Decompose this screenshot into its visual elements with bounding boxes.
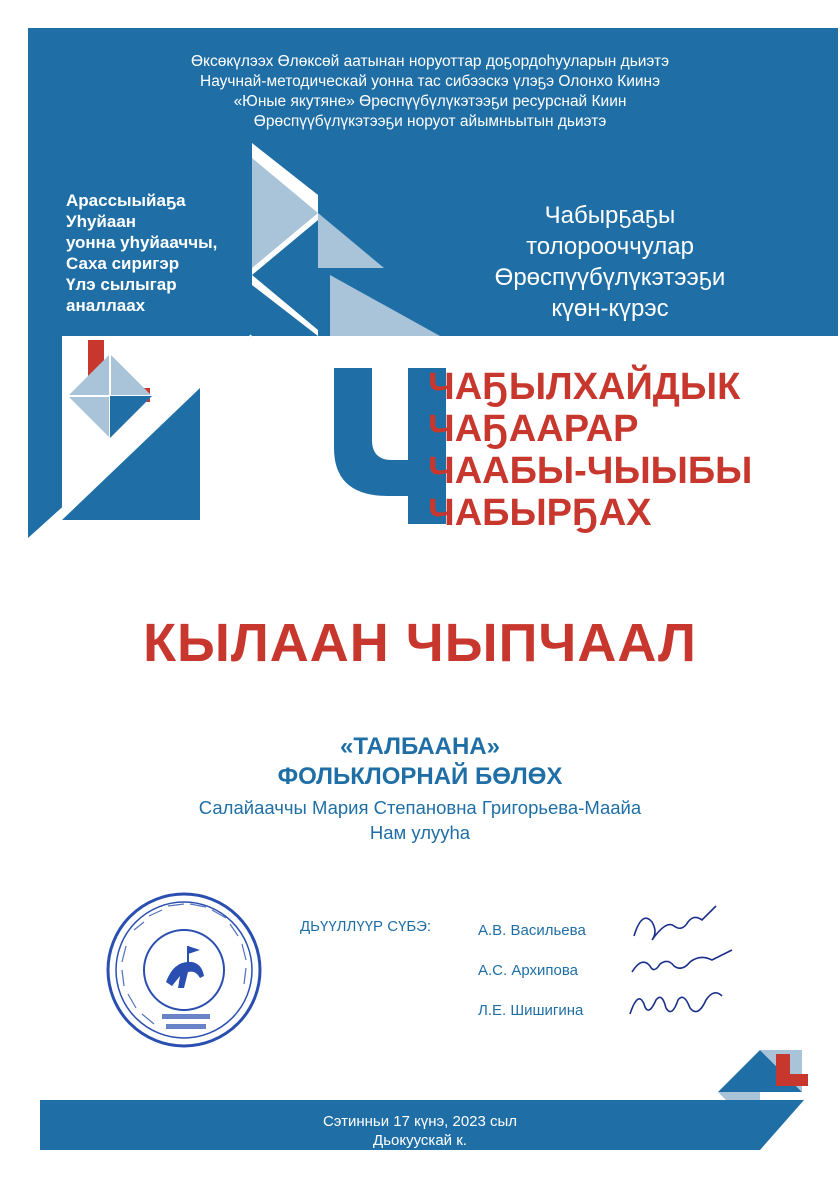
contest-type-text	[410, 200, 810, 324]
dedication-text	[66, 190, 266, 316]
dedication-line: Уһуйаан	[66, 212, 137, 231]
region-name: Нам улууһа	[369, 822, 471, 843]
jury-member: А.В. Васильева	[478, 922, 586, 939]
group-name-line: «ТАЛБААНА»	[340, 733, 500, 760]
signature-1-icon	[634, 906, 716, 940]
header-line: «Юные якутяне» Өрөспүүбүлүкэтээҕи ресурснай Киин	[233, 93, 627, 110]
dedication-line: Арассыыйаҕа	[66, 191, 186, 210]
leader-name: Салайааччы Мария Степановна Григорьева-Маайа	[198, 797, 642, 818]
jury-member: Л.Е. Шишигина	[478, 1002, 584, 1019]
jury-member: А.С. Архипова	[478, 962, 579, 979]
contest-title	[428, 366, 752, 534]
signatures	[622, 900, 742, 1030]
jury-label: ДЬҮҮЛЛҮҮР СҮБЭ:	[300, 918, 432, 935]
contest-title-line: ЧАБЫРҔАХ	[428, 492, 652, 534]
contest-type-line: күөн-күрэс	[551, 295, 669, 322]
contest-type-line: Чабырҕаҕы	[544, 202, 676, 229]
contest-type-line: толорооччулар	[526, 233, 694, 260]
recipient-group	[0, 732, 840, 792]
dedication-line: Саха сиригэр	[66, 254, 180, 273]
contest-title-line: ЧААБЫ-ЧЫЫБЫ	[428, 450, 753, 492]
signature-3-icon	[630, 993, 722, 1014]
horse-emblem-icon	[166, 962, 204, 988]
issue-city: Дьокуускай к.	[373, 1132, 467, 1149]
dedication-line: уонна уһуйааччы,	[66, 233, 218, 252]
contest-title-line: ЧАҔААРАР	[428, 408, 639, 450]
header-line: Научнай-методическай уонна тас сибээскэ үлэҕэ Олонхо Киинэ	[200, 73, 660, 90]
dedication-line: аналлаах	[66, 296, 146, 315]
footer	[0, 1112, 840, 1150]
signature-2-icon	[632, 950, 732, 972]
leader-info	[0, 795, 840, 845]
issue-date: Сэтинньи 17 күнэ, 2023 сыл	[322, 1113, 518, 1130]
contest-title-line: ЧАҔЫЛХАЙДЫК	[428, 366, 741, 408]
header-organizers	[60, 52, 800, 132]
header-line: Өрөспүүбүлүкэтээҕи норуот айымньытын дьиэтэ	[253, 113, 607, 130]
dedication-line: Үлэ сылыгар	[66, 275, 177, 294]
official-stamp	[104, 890, 264, 1050]
group-type-line: ФОЛЬКЛОРНАЙ БӨЛӨХ	[277, 763, 563, 790]
award-title: КЫЛААН ЧЫПЧААЛ	[143, 613, 697, 673]
header-line: Өксөкүлээх Өлөксөй аатынан норуоттар доҕордоһууларын дьиэтэ	[190, 53, 670, 70]
contest-type-line: Өрөспүүбүлүкэтээҕи	[494, 264, 726, 291]
